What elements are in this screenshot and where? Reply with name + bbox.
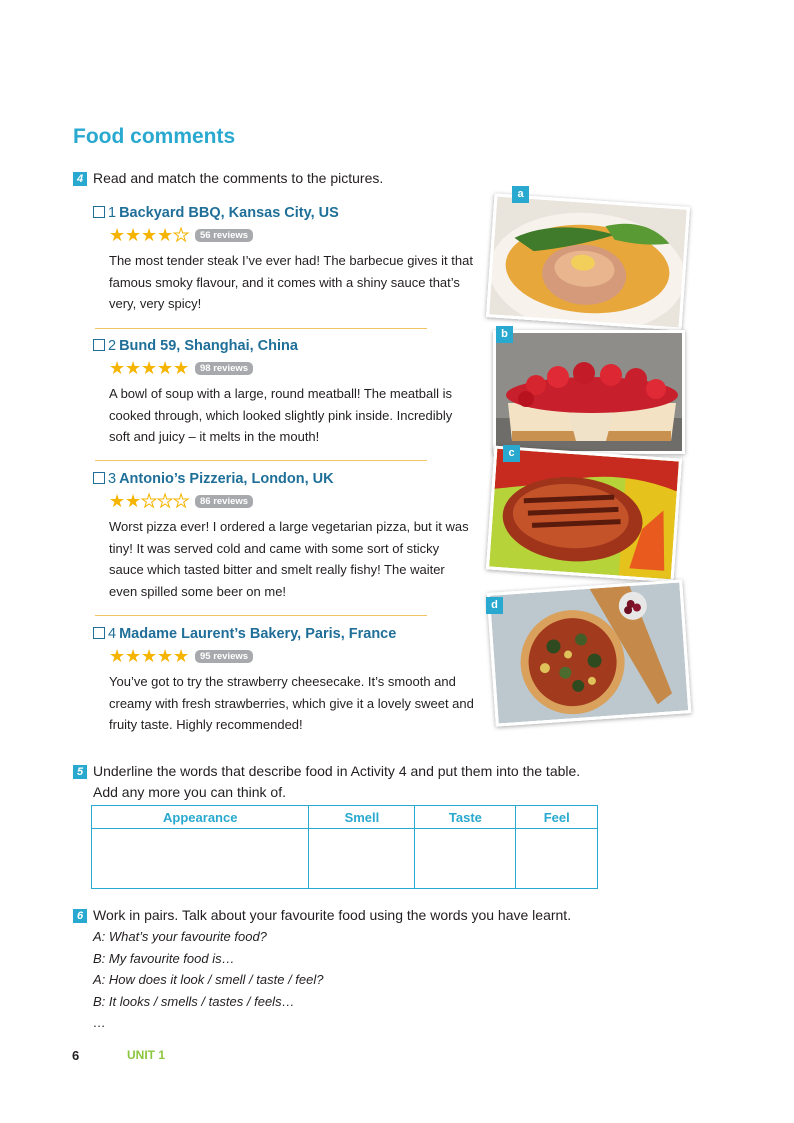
activity-6-text: Work in pairs. Talk about your favourite food using the words you have learnt.: [93, 907, 572, 923]
divider: [95, 615, 427, 616]
review-card: [93, 205, 473, 315]
activity-6-instruction: [73, 907, 571, 923]
table-cell-smell[interactable]: [309, 829, 415, 889]
review-card: [93, 471, 473, 602]
dialogue-line: B: It looks / smells / tastes / feels…: [93, 993, 295, 1009]
review-count-badge: 86 reviews: [195, 495, 253, 508]
activity-4-text: Read and match the comments to the pictures.: [93, 170, 384, 186]
review-heading: [93, 205, 473, 221]
dialogue-line: B: My favourite food is…: [93, 950, 235, 966]
match-checkbox[interactable]: [93, 627, 105, 639]
review-text: A bowl of soup with a large, round meatball! The meatball is cooked through, which looked slightly pink inside. Incredibly soft and juicy – it melts in the mouth!: [109, 386, 453, 444]
table-cell-feel[interactable]: [516, 829, 598, 889]
vocabulary-table: [91, 805, 598, 889]
photo-label-d: d: [486, 597, 503, 614]
restaurant-name: Backyard BBQ, Kansas City, US: [119, 205, 339, 221]
review-number: 1: [108, 205, 117, 221]
activity-5-text-line1: Underline the words that describe food in Activity 4 and put them into the table.: [93, 763, 581, 779]
column-header-feel: Feel: [516, 806, 598, 829]
review-text: The most tender steak I’ve ever had! The barbecue gives it that famous smoky flavour, and it comes with a shiny sauce that’s very, very spicy!: [109, 253, 473, 311]
star-rating: [109, 359, 473, 377]
dialogue-line: A: How does it look / smell / taste / feel?: [93, 972, 324, 987]
review-heading: [93, 626, 473, 642]
review-heading: [93, 471, 473, 487]
star-empty-icon: ★: [173, 225, 190, 245]
page-number: 6: [72, 1048, 80, 1063]
column-header-smell: Smell: [309, 806, 415, 829]
star-icon: ★: [125, 646, 142, 666]
column-header-appearance: Appearance: [92, 806, 309, 829]
photo-a: [486, 193, 690, 330]
table-cell-taste[interactable]: [415, 829, 516, 889]
star-rating: [109, 226, 473, 244]
star-empty-icon: ★: [173, 491, 190, 511]
activity-5-instruction: [73, 761, 580, 803]
match-checkbox[interactable]: [93, 206, 105, 218]
star-empty-icon: ★: [157, 491, 174, 511]
photo-label-a: a: [512, 186, 529, 203]
dialogue-line: A: What’s your favourite food?: [93, 929, 267, 944]
restaurant-name: Bund 59, Shanghai, China: [119, 338, 298, 354]
review-card: [93, 338, 473, 448]
star-icon: ★: [109, 358, 126, 378]
star-icon: ★: [157, 646, 174, 666]
review-number: 3: [108, 471, 117, 487]
star-icon: ★: [125, 358, 142, 378]
star-icon: ★: [141, 225, 158, 245]
review-number: 2: [108, 338, 117, 354]
star-icon: ★: [109, 646, 126, 666]
review-heading: [93, 338, 473, 354]
star-icon: ★: [141, 358, 158, 378]
review-count-badge: 56 reviews: [195, 229, 253, 242]
photo-label-c: c: [503, 445, 520, 462]
activity-5-text-line2: Add any more you can think of.: [93, 784, 286, 800]
review-number: 4: [108, 626, 117, 642]
page-title: Food comments: [73, 125, 236, 148]
unit-label: UNIT 1: [127, 1048, 166, 1062]
column-header-taste: Taste: [415, 806, 516, 829]
review-text: Worst pizza ever! I ordered a large vegetarian pizza, but it was tiny! It was served cold and came with some sort of sticky sauce which tasted bitter and smelt really fishy! The waiter even spilled some beer on me!: [109, 519, 469, 599]
divider: [95, 460, 427, 461]
star-icon: ★: [173, 646, 190, 666]
table-cell-appearance[interactable]: [92, 829, 309, 889]
review-text: You’ve got to try the strawberry cheesecake. It’s smooth and creamy with fresh strawberries, which give it a lovely sweet and fruity taste. Highly recommended!: [109, 674, 474, 732]
restaurant-name: Madame Laurent’s Bakery, Paris, France: [119, 626, 397, 642]
activity-number-badge: 6: [73, 909, 87, 923]
star-icon: ★: [157, 358, 174, 378]
activity-number-badge: 5: [73, 765, 87, 779]
photo-label-b: b: [496, 326, 513, 343]
star-empty-icon: ★: [141, 491, 158, 511]
match-checkbox[interactable]: [93, 339, 105, 351]
star-icon: ★: [125, 225, 142, 245]
photo-d: [487, 579, 692, 726]
star-icon: ★: [157, 225, 174, 245]
star-icon: ★: [173, 358, 190, 378]
star-icon: ★: [125, 491, 142, 511]
review-count-badge: 95 reviews: [195, 650, 253, 663]
restaurant-name: Antonio’s Pizzeria, London, UK: [119, 471, 334, 487]
review-card: [93, 626, 473, 736]
dialogue-line: …: [93, 1015, 106, 1030]
match-checkbox[interactable]: [93, 472, 105, 484]
photo-c: [486, 446, 682, 583]
star-icon: ★: [141, 646, 158, 666]
dialogue: [93, 926, 324, 1034]
star-rating: [109, 647, 473, 665]
activity-4-instruction: [73, 170, 383, 186]
photo-b: [493, 330, 685, 454]
star-icon: ★: [109, 225, 126, 245]
activity-number-badge: 4: [73, 172, 87, 186]
review-count-badge: 98 reviews: [195, 362, 253, 375]
star-rating: [109, 492, 473, 510]
star-icon: ★: [109, 491, 126, 511]
divider: [95, 328, 427, 329]
